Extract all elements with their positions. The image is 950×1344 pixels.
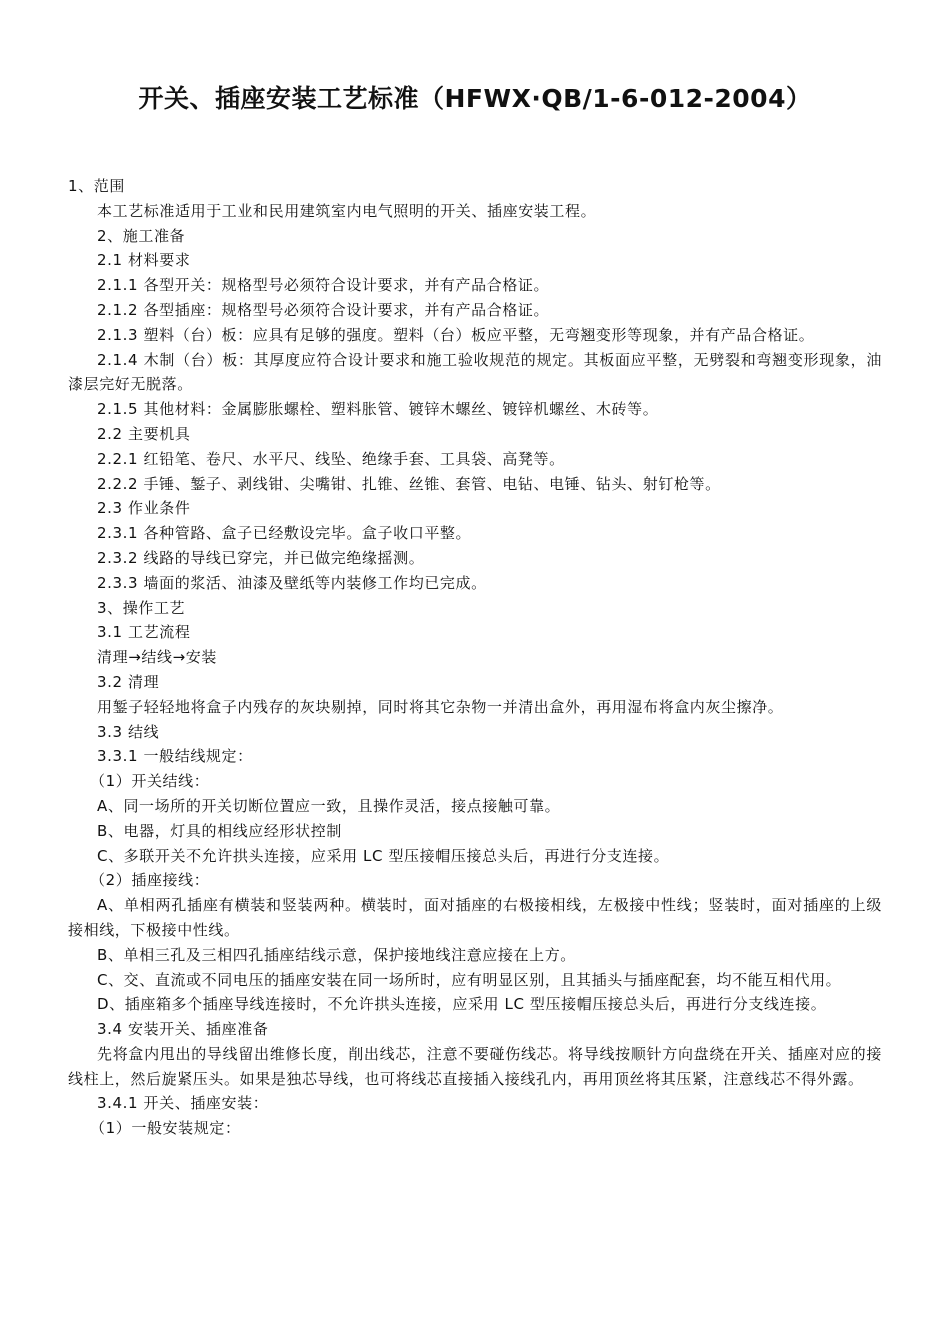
document-paragraph: 3.2 清理 <box>97 672 160 691</box>
document-paragraph: 3.3.1 一般结线规定： <box>97 747 253 766</box>
document-paragraph: 2.1.3 塑料（台）板：应具有足够的强度。塑料（台）板应平整，无弯翘变形等现象，并有产品合格证。 <box>97 325 815 344</box>
document-paragraph: B、单相三孔及三相四孔插座结线示意，保护接地线注意应接在上方。 <box>97 945 576 964</box>
document-paragraph: （2）插座接线： <box>90 871 210 890</box>
document-paragraph: 2.2.2 手锤、錾子、剥线钳、尖嘴钳、扎锥、丝锥、套管、电钻、电锤、钻头、射钉枪等。 <box>97 474 721 493</box>
document-title: 开关、插座安装工艺标准（HFWX·QB/1-6-012-2004） <box>138 84 812 113</box>
document-paragraph: D、插座箱多个插座导线连接时，不允许拱头连接，应采用 LC 型压接帽压接总头后，再进行分支线连接。 <box>97 995 827 1014</box>
document-paragraph: 3、操作工艺 <box>97 598 186 617</box>
document-paragraph: 3.3 结线 <box>97 722 160 741</box>
document-paragraph: 2.1.2 各型插座：规格型号必须符合设计要求，并有产品合格证。 <box>97 300 550 319</box>
document-paragraph: A、同一场所的开关切断位置应一致，且操作灵活，接点接触可靠。 <box>97 796 561 815</box>
document-paragraph: （1）开关结线： <box>90 772 210 791</box>
document-paragraph: 用錾子轻轻地将盒子内残存的灰块剔掉，同时将其它杂物一并清出盒外，再用湿布将盒内灰尘擦净。 <box>97 697 784 716</box>
document-paragraph: C、交、直流或不同电压的插座安装在同一场所时，应有明显区别，且其插头与插座配套，均不能互相代用。 <box>97 970 842 989</box>
document-paragraph: 先将盒内甩出的导线留出维修长度，削出线芯，注意不要碰伤线芯。将导线按顺针方向盘绕在开关、插座对应的接线柱上，然后旋紧压头。如果是独芯导线，也可将线芯直接插入接线孔内，再用顶丝将其压紧，注意线芯不得外露。 <box>68 1044 882 1088</box>
document-paragraph: 清理→结线→安装 <box>97 648 217 667</box>
document-paragraph: 2.3 作业条件 <box>97 499 191 518</box>
document-paragraph: 3.4.1 开关、插座安装： <box>97 1094 269 1113</box>
document-paragraph: A、单相两孔插座有横装和竖装两种。横装时，面对插座的右极接相线，左极接中性线；竖装时，面对插座的上级接相线，下极接中性线。 <box>68 896 882 939</box>
document-paragraph: 本工艺标准适用于工业和民用建筑室内电气照明的开关、插座安装工程。 <box>97 201 597 220</box>
document-paragraph: 2.1.4 木制（台）板：其厚度应符合设计要求和施工验收规范的规定。其板面应平整，无劈裂和弯翘变形现象，油漆层完好无脱落。 <box>68 350 882 394</box>
document-paragraph: 2、施工准备 <box>97 226 186 245</box>
document-paragraph: 3.4 安装开关、插座准备 <box>97 1020 269 1039</box>
document-paragraph: （1）一般安装规定： <box>90 1119 241 1138</box>
document-paragraph: 2.2.1 红铅笔、卷尺、水平尺、线坠、绝缘手套、工具袋、高凳等。 <box>97 449 565 468</box>
document-paragraph: 2.3.1 各种管路、盒子已经敷设完毕。盒子收口平整。 <box>97 524 472 543</box>
document-paragraph: 2.3.2 线路的导线已穿完，并已做完绝缘摇测。 <box>97 548 425 567</box>
document-paragraph: C、多联开关不允许拱头连接，应采用 LC 型压接帽压接总头后，再进行分支连接。 <box>97 846 670 865</box>
document-paragraph: 1、范围 <box>68 177 125 195</box>
document-paragraph: 2.1.1 各型开关：规格型号必须符合设计要求，并有产品合格证。 <box>97 276 550 295</box>
document-paragraph: 2.1.5 其他材料：金属膨胀螺栓、塑料胀管、镀锌木螺丝、镀锌机螺丝、木砖等。 <box>97 400 659 419</box>
document-paragraph: B、电器，灯具的相线应经形状控制 <box>97 821 342 840</box>
document-paragraph: 2.3.3 墙面的浆活、油漆及壁纸等内装修工作均已完成。 <box>97 573 487 592</box>
document-paragraph: 3.1 工艺流程 <box>97 623 191 642</box>
document-paragraph: 2.1 材料要求 <box>97 251 191 270</box>
document-paragraph: 2.2 主要机具 <box>97 424 191 443</box>
document-body <box>68 174 882 1141</box>
